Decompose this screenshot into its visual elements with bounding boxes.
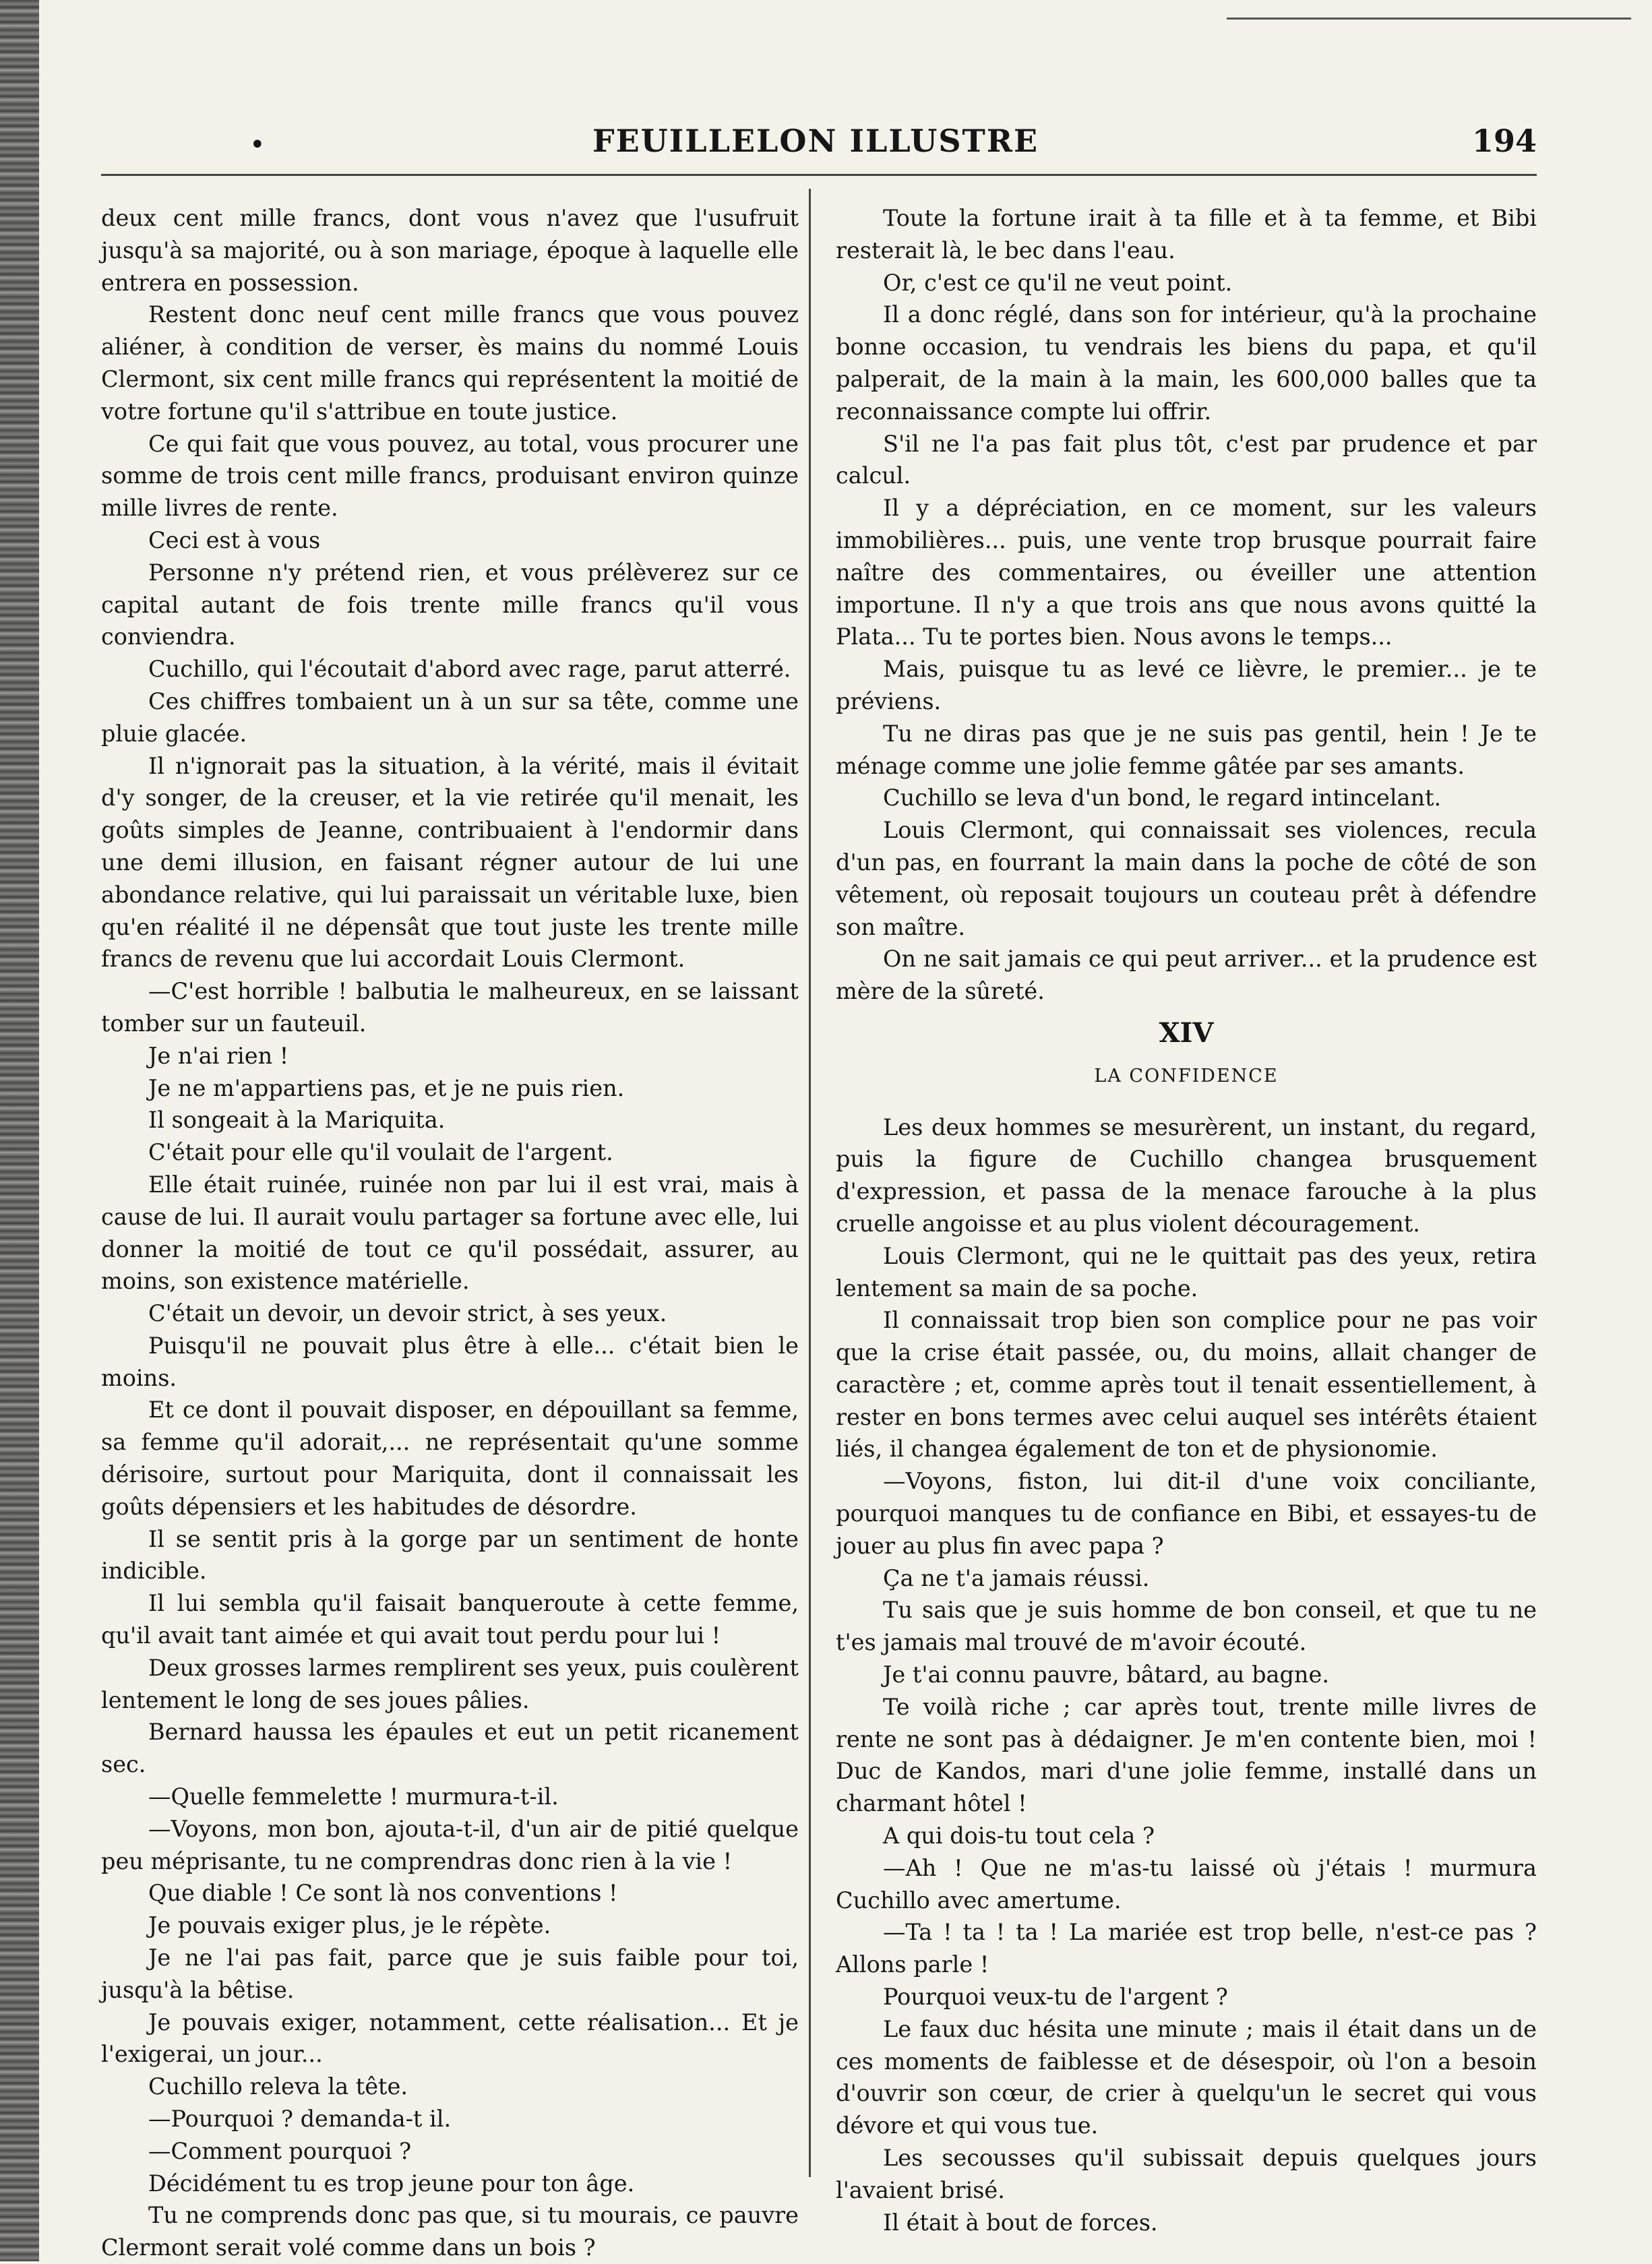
paragraph: Puisqu'il ne pouvait plus être à elle... c'était bien le moins.: [101, 1332, 799, 1391]
paragraph: Cuchillo, qui l'écoutait d'abord avec rage, parut atterré.: [148, 656, 791, 683]
paragraph: Il se sentit pris à la gorge par un sentiment de honte indicible.: [101, 1525, 799, 1585]
paragraph: Cuchillo releva la tête.: [148, 2073, 408, 2100]
paragraph: Je pouvais exiger plus, je le répète.: [148, 1912, 551, 1939]
column-divider: [809, 189, 811, 2177]
paragraph: C'était un devoir, un devoir strict, à ses yeux.: [148, 1300, 667, 1327]
paragraph: Il songeait à la Mariquita.: [148, 1107, 446, 1134]
paragraph: —C'est horrible ! balbutia le malheureux, en se laissant tomber sur un fauteuil.: [101, 978, 799, 1037]
paragraph: Toute la fortune irait à ta fille et à ta femme, et Bibi resterait là, le bec dans l'eau.: [836, 205, 1537, 264]
paragraph: Il a donc réglé, dans son for intérieur, qu'à la prochaine bonne occasion, tu vendrais les biens du papa, et qu'il palperait, de la main à la main, les 600,000 balles que ta reconnaissance compte lui offrir.: [836, 301, 1537, 425]
paragraph: deux cent mille francs, dont vous n'avez que l'usufruit jusqu'à sa majorité, ou à son mariage, époque à laquelle elle entrera en possession.: [101, 205, 799, 296]
paragraph: Et ce dont il pouvait disposer, en dépouillant sa femme, sa femme qu'il adorait,... ne représentait qu'une somme dérisoire, surtout pour Mariquita, dont il connaissait les goûts dépensiers et les habitudes de désordre.: [101, 1397, 799, 1520]
paragraph: Les deux hommes se mesurèrent, un instant, du regard, puis la figure de Cuchillo changea brusquement d'expression, et passa de la menace farouche à la plus cruelle angoisse et au plus violent découragement.: [836, 1113, 1537, 1237]
paragraph: S'il ne l'a pas fait plus tôt, c'est par prudence et par calcul.: [836, 430, 1537, 489]
paragraph: Décidément tu es trop jeune pour ton âge.: [148, 2170, 635, 2197]
header-bullet: •: [249, 129, 266, 160]
paragraph: Ça ne t'a jamais réussi.: [883, 1564, 1150, 1591]
page-number: 194: [1471, 123, 1537, 159]
paragraph: Tu ne comprends donc pas que, si tu mourais, ce pauvre Clermont serait volé comme dans un bois ?: [101, 2202, 799, 2261]
paragraph: Deux grosses larmes remplirent ses yeux, puis coulèrent lentement le long de ses joues pâlies.: [101, 1654, 799, 1713]
paragraph: Elle était ruinée, ruinée non par lui il est vrai, mais à cause de lui. Il aurait voulu partager sa fortune avec elle, lui donner la moitié de tout ce qu'il possédait, assurer, au moins, son existence matérielle.: [101, 1171, 799, 1295]
page-title: FEUILLELON ILLUSTRE: [592, 123, 1039, 159]
paragraph: Les secousses qu'il subissait depuis quelques jours l'avaient brisé.: [836, 2145, 1537, 2203]
paragraph: —Voyons, mon bon, ajouta-t-il, d'un air de pitié quelque peu méprisante, tu ne comprendras donc rien à la vie !: [101, 1815, 799, 1874]
paragraph: Il était à bout de forces.: [883, 2209, 1158, 2236]
paragraph: Personne n'y prétend rien, et vous prélèverez sur ce capital autant de fois trente mille francs qu'il vous conviendra.: [101, 559, 799, 650]
binding-edge: [0, 0, 39, 2261]
paragraph: —Pourquoi ? demanda-t il.: [148, 2106, 452, 2133]
paragraph: Je ne m'appartiens pas, et je ne puis rien.: [148, 1074, 625, 1101]
paragraph: —Comment pourquoi ?: [148, 2137, 412, 2164]
paragraph: Restent donc neuf cent mille francs que vous pouvez aliéner, à condition de verser, ès mains du nommé Louis Clermont, six cent mille francs qui représentent la moitié de votre fortune qu'il s'attribue en toute justice.: [101, 301, 799, 425]
paragraph: Ces chiffres tombaient un à un sur sa tête, comme une pluie glacée.: [101, 687, 799, 747]
paragraph: —Ah ! Que ne m'as-tu laissé où j'étais ! murmura Cuchillo avec amertume.: [836, 1854, 1537, 1914]
paragraph: Mais, puisque tu as levé ce lièvre, le premier... je te préviens.: [836, 656, 1537, 714]
paragraph: Tu ne diras pas que je ne suis pas gentil, hein ! Je te ménage comme une jolie femme gâtée par ses amants.: [836, 720, 1537, 779]
paragraph: Il n'ignorait pas la situation, à la vérité, mais il évitait d'y songer, de la creuser, et la vie retirée qu'il menait, les goûts simples de Jeanne, contribuaient à l'endormir dans une demi illusion, en faisant régner autour de lui une abondance relative, qui lui paraissait un véritable luxe, bien qu'en réalité il ne dépensât que tout juste les trente mille francs de revenu que lui accordait Louis Clermont.: [101, 752, 799, 973]
paragraph: Je pouvais exiger, notamment, cette réalisation... Et je l'exigerai, un jour...: [101, 2009, 799, 2068]
right-column-before: [836, 202, 1537, 1008]
paragraph: Pourquoi veux-tu de l'argent ?: [883, 1984, 1228, 2011]
paragraph: Il y a dépréciation, en ce moment, sur les valeurs immobilières... puis, une vente trop brusque pourrait faire naître des commentaires, ou éveiller une attention importune. Il n'y a que trois ans que nous avons quitté la Plata... Tu te portes bien. Nous avons le temps...: [836, 495, 1537, 650]
chapter-number: XIV: [1159, 1016, 1214, 1049]
paragraph: Louis Clermont, qui connaissait ses violences, recula d'un pas, en fourrant la main dans la poche de côté de son vêtement, où reposait toujours un couteau prêt à défendre son maître.: [836, 817, 1537, 940]
paragraph: Louis Clermont, qui ne le quittait pas des yeux, retira lentement sa main de sa poche.: [836, 1242, 1537, 1302]
paragraph: Or, c'est ce qu'il ne veut point.: [883, 269, 1233, 296]
paragraph: Cuchillo se leva d'un bond, le regard intincelant.: [883, 785, 1442, 812]
paragraph: Je t'ai connu pauvre, bâtard, au bagne.: [883, 1661, 1329, 1688]
paragraph: Je n'ai rien !: [148, 1042, 289, 1069]
paragraph: Que diable ! Ce sont là nos conventions !: [148, 1880, 618, 1907]
right-column-after: [836, 1111, 1537, 2239]
paragraph: Tu sais que je suis homme de bon conseil, et que tu ne t'es jamais mal trouvé de m'avoir écouté.: [836, 1597, 1537, 1656]
right-column: [836, 202, 1537, 2238]
left-column: [101, 202, 799, 2264]
paragraph: —Quelle femmelette ! murmura-t-il.: [148, 1783, 559, 1810]
paragraph: —Voyons, fiston, lui dit-il d'une voix conciliante, pourquoi manques tu de confiance en Bibi, et essayes-tu de jouer au plus fin avec papa ?: [836, 1468, 1537, 1559]
paragraph: Le faux duc hésita une minute ; mais il était dans un de ces moments de faiblesse et de désespoir, où l'on a besoin d'ouvrir son cœur, de crier à quelqu'un le secret qui vous dévore et qui vous tue.: [836, 2015, 1537, 2139]
chapter-title: LA CONFIDENCE: [1094, 1065, 1279, 1087]
page-header: [94, 123, 1537, 170]
paragraph: A qui dois-tu tout cela ?: [883, 1823, 1155, 1849]
paragraph: Il connaissait trop bien son complice pour ne pas voir que la crise était passée, ou, du moins, allait changer de caractère ; et, comme après tout il tenait essentiellement, à rester en bons termes avec celui auquel ses intérêts étaient liés, il changea également de ton et de physionomie.: [836, 1307, 1537, 1463]
paragraph: Ceci est à vous: [148, 526, 321, 553]
header-rule: [101, 174, 1537, 176]
paragraph: Te voilà riche ; car après tout, trente mille livres de rente ne sont pas à dédaigner. Je m'en contente bien, moi ! Duc de Kandos, mari d'une jolie femme, installé dans un charmant hôtel !: [836, 1693, 1537, 1817]
paragraph: Je ne l'ai pas fait, parce que je suis faible pour toi, jusqu'à la bêtise.: [101, 1945, 799, 2003]
top-rule: [1227, 18, 1631, 20]
paragraph: Il lui sembla qu'il faisait banqueroute à cette femme, qu'il avait tant aimée et qui avait tout perdu pour lui !: [101, 1590, 799, 1649]
paragraph: Bernard haussa les épaules et eut un petit ricanement sec.: [101, 1719, 799, 1778]
paragraph: Ce qui fait que vous pouvez, au total, vous procurer une somme de trois cent mille francs, produisant environ quinze mille livres de rente.: [101, 430, 799, 522]
paragraph: On ne sait jamais ce qui peut arriver... et la prudence est mère de la sûreté.: [836, 946, 1537, 1005]
paragraph: —Ta ! ta ! ta ! La mariée est trop belle, n'est-ce pas ? Allons parle !: [836, 1919, 1537, 1978]
paragraph: C'était pour elle qu'il voulait de l'argent.: [148, 1139, 613, 1166]
